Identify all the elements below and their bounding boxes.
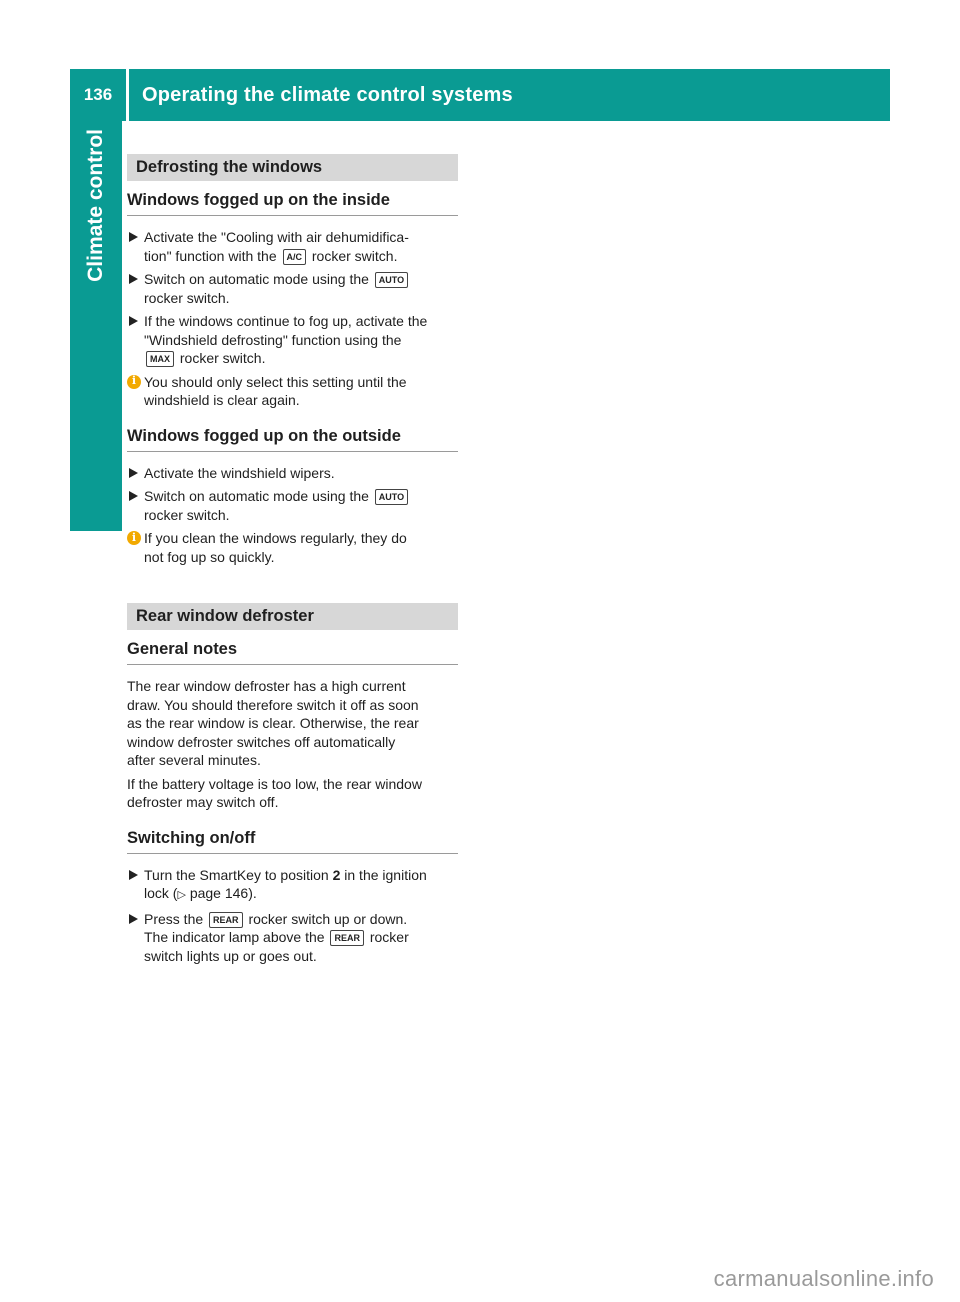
watermark: carmanualsonline.info [713, 1266, 934, 1291]
page-reference-link[interactable]: page 146). [189, 885, 257, 901]
step-cooling: Activate the "Cooling with air dehumidifica- tion" function with the A/C rocker switch. [127, 228, 458, 265]
info-icon: i [127, 375, 141, 389]
note-inside: i You should only select this setting until the windshield is clear again. [127, 373, 458, 410]
step-press-rear: Press the REAR rocker switch up or down. The indicator lamp above the REAR rocker switch lights up or goes out. [127, 910, 458, 966]
step-smartkey: Turn the SmartKey to position 2 in the ignition lock (▷ page 146). [127, 866, 458, 905]
step-auto-mode-outside: Switch on automatic mode using the AUTO rocker switch. [127, 487, 458, 524]
subheading-inside: Windows fogged up on the inside [127, 191, 458, 216]
paragraph-current-draw: The rear window defroster has a high current draw. You should therefore switch it off as soon as the rear window is clear. Otherwise, the rear window defroster switches off automatically after several minutes. [127, 678, 419, 768]
paragraph-battery: If the battery voltage is too low, the rear window defroster may switch off. [127, 775, 422, 810]
info-icon: i [127, 531, 141, 545]
step-arrow-icon [129, 232, 138, 242]
max-defrost-button-icon: MAX [146, 351, 174, 367]
section-heading-rear: Rear window defroster [127, 603, 458, 630]
step-arrow-icon [129, 491, 138, 501]
step-wipers: Activate the windshield wipers. [127, 464, 458, 483]
subheading-switching: Switching on/off [127, 829, 458, 854]
page-number: 136 [83, 85, 113, 104]
side-tab [70, 121, 122, 486]
step-arrow-icon [129, 914, 138, 924]
step-auto-mode: Switch on automatic mode using the AUTO rocker switch. [127, 270, 458, 307]
chapter-title: Operating the climate control systems [142, 83, 513, 106]
subheading-general: General notes [127, 640, 458, 665]
header-divider [126, 69, 129, 121]
step-arrow-icon [129, 274, 138, 284]
section-heading-defrost: Defrosting the windows [127, 154, 458, 181]
auto-button-icon: AUTO [375, 489, 408, 505]
note-outside: i If you clean the windows regularly, they do not fog up so quickly. [127, 529, 458, 566]
rear-defrost-button-icon: REAR [209, 912, 243, 928]
step-arrow-icon [129, 316, 138, 326]
page-header [70, 69, 890, 121]
step-arrow-icon [129, 468, 138, 478]
side-tab-marker [70, 486, 122, 531]
ac-button-icon: A/C [283, 249, 307, 265]
side-tab-label: Climate control [84, 129, 107, 282]
subheading-outside: Windows fogged up on the outside [127, 427, 458, 452]
page-reference-icon: ▷ [177, 889, 186, 901]
auto-button-icon: AUTO [375, 272, 408, 288]
rear-defrost-button-icon: REAR [330, 930, 364, 946]
content-column [127, 154, 458, 970]
step-windshield-defrost: If the windows continue to fog up, activate the "Windshield defrosting" function using the MAX rocker switch. [127, 312, 458, 368]
step-arrow-icon [129, 870, 138, 880]
